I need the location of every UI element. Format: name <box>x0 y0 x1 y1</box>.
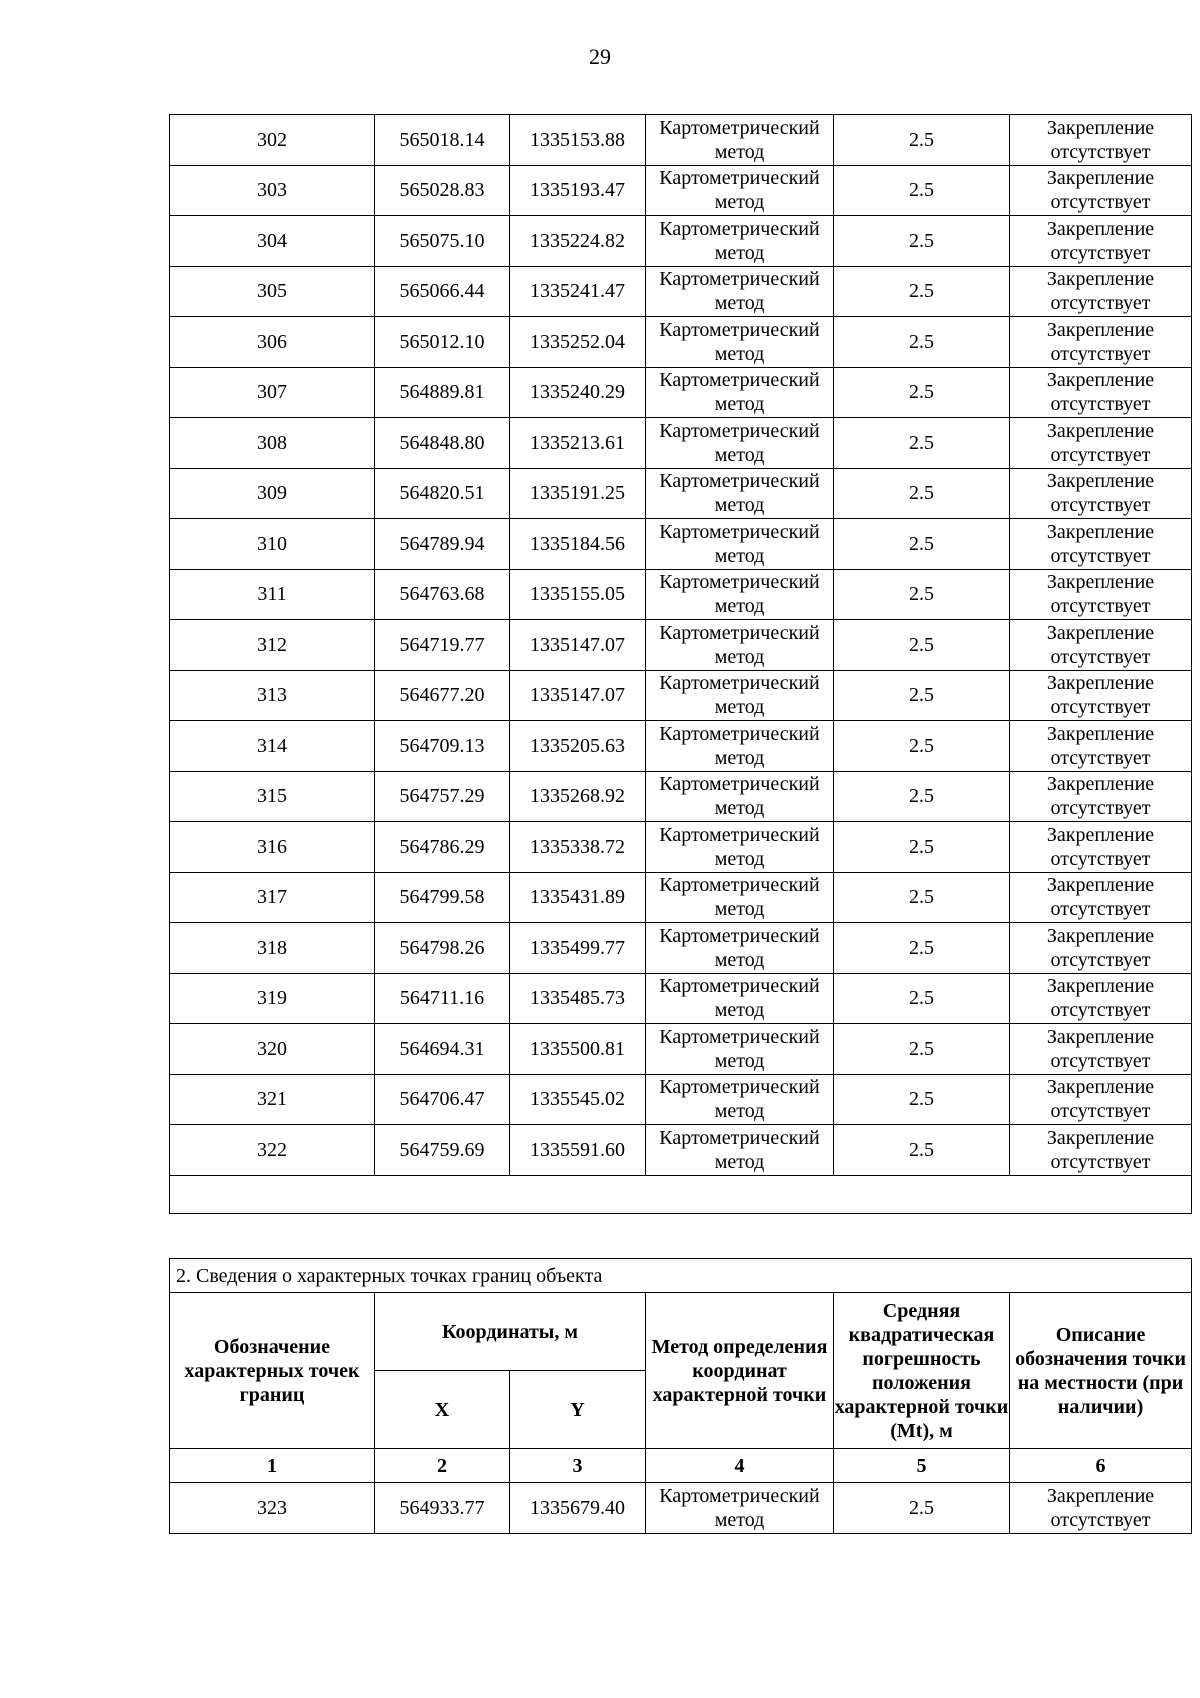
x-coordinate-cell: 564709.13 <box>375 721 510 772</box>
description-cell: Закрепление отсутствует <box>1010 1125 1192 1176</box>
table-row <box>170 721 1192 772</box>
header-description: Описание обозначения точки на местности (при наличии) <box>1010 1293 1192 1449</box>
x-coordinate-cell: 564786.29 <box>375 822 510 873</box>
description-cell: Закрепление отсутствует <box>1010 468 1192 519</box>
header-coordinates: Координаты, м <box>375 1293 646 1371</box>
x-coordinate-cell: 564933.77 <box>375 1483 510 1534</box>
boundary-points-table <box>169 1258 1192 1534</box>
accuracy-cell: 2.5 <box>834 216 1010 267</box>
table-row <box>170 569 1192 620</box>
header-x: X <box>375 1371 510 1449</box>
point-id-cell: 311 <box>170 569 375 620</box>
accuracy-cell: 2.5 <box>834 165 1010 216</box>
table-row <box>170 1125 1192 1176</box>
point-id-cell: 320 <box>170 1024 375 1075</box>
method-cell: Картометрический метод <box>646 367 834 418</box>
point-id-cell: 316 <box>170 822 375 873</box>
point-id-cell: 322 <box>170 1125 375 1176</box>
method-cell: Картометрический метод <box>646 620 834 671</box>
y-coordinate-cell: 1335499.77 <box>510 923 646 974</box>
table-row <box>170 165 1192 216</box>
table-row <box>170 1074 1192 1125</box>
point-id-cell: 309 <box>170 468 375 519</box>
accuracy-cell: 2.5 <box>834 317 1010 368</box>
y-coordinate-cell: 1335338.72 <box>510 822 646 873</box>
accuracy-cell: 2.5 <box>834 1483 1010 1534</box>
method-cell: Картометрический метод <box>646 923 834 974</box>
method-cell: Картометрический метод <box>646 721 834 772</box>
description-cell: Закрепление отсутствует <box>1010 822 1192 873</box>
description-cell: Закрепление отсутствует <box>1010 771 1192 822</box>
point-id-cell: 313 <box>170 670 375 721</box>
y-coordinate-cell: 1335193.47 <box>510 165 646 216</box>
header-point-designation: Обозначение характерных точек границ <box>170 1293 375 1449</box>
table-row <box>170 771 1192 822</box>
description-cell: Закрепление отсутствует <box>1010 670 1192 721</box>
method-cell: Картометрический метод <box>646 519 834 570</box>
description-cell: Закрепление отсутствует <box>1010 1483 1192 1534</box>
point-id-cell: 308 <box>170 418 375 469</box>
method-cell: Картометрический метод <box>646 670 834 721</box>
point-id-cell: 305 <box>170 266 375 317</box>
y-coordinate-cell: 1335205.63 <box>510 721 646 772</box>
accuracy-cell: 2.5 <box>834 1024 1010 1075</box>
y-coordinate-cell: 1335224.82 <box>510 216 646 267</box>
accuracy-cell: 2.5 <box>834 620 1010 671</box>
accuracy-cell: 2.5 <box>834 670 1010 721</box>
table-row <box>170 468 1192 519</box>
x-coordinate-cell: 564820.51 <box>375 468 510 519</box>
description-cell: Закрепление отсутствует <box>1010 418 1192 469</box>
method-cell: Картометрический метод <box>646 418 834 469</box>
accuracy-cell: 2.5 <box>834 771 1010 822</box>
x-coordinate-cell: 564719.77 <box>375 620 510 671</box>
y-coordinate-cell: 1335153.88 <box>510 115 646 166</box>
description-cell: Закрепление отсутствует <box>1010 1024 1192 1075</box>
y-coordinate-cell: 1335500.81 <box>510 1024 646 1075</box>
description-cell: Закрепление отсутствует <box>1010 317 1192 368</box>
y-coordinate-cell: 1335268.92 <box>510 771 646 822</box>
y-coordinate-cell: 1335240.29 <box>510 367 646 418</box>
description-cell: Закрепление отсутствует <box>1010 367 1192 418</box>
accuracy-cell: 2.5 <box>834 569 1010 620</box>
column-number: 4 <box>646 1449 834 1483</box>
x-coordinate-cell: 564677.20 <box>375 670 510 721</box>
x-coordinate-cell: 564711.16 <box>375 973 510 1024</box>
y-coordinate-cell: 1335252.04 <box>510 317 646 368</box>
y-coordinate-cell: 1335545.02 <box>510 1074 646 1125</box>
y-coordinate-cell: 1335147.07 <box>510 670 646 721</box>
method-cell: Картометрический метод <box>646 115 834 166</box>
y-coordinate-cell: 1335147.07 <box>510 620 646 671</box>
accuracy-cell: 2.5 <box>834 266 1010 317</box>
x-coordinate-cell: 565075.10 <box>375 216 510 267</box>
x-coordinate-cell: 565066.44 <box>375 266 510 317</box>
table-row <box>170 367 1192 418</box>
description-cell: Закрепление отсутствует <box>1010 115 1192 166</box>
x-coordinate-cell: 564759.69 <box>375 1125 510 1176</box>
accuracy-cell: 2.5 <box>834 872 1010 923</box>
method-cell: Картометрический метод <box>646 1024 834 1075</box>
column-number: 1 <box>170 1449 375 1483</box>
method-cell: Картометрический метод <box>646 216 834 267</box>
header-method: Метод определения координат характерной точки <box>646 1293 834 1449</box>
point-id-cell: 323 <box>170 1483 375 1534</box>
x-coordinate-cell: 564706.47 <box>375 1074 510 1125</box>
header-y: Y <box>510 1371 646 1449</box>
empty-row <box>170 1175 1192 1213</box>
method-cell: Картометрический метод <box>646 1074 834 1125</box>
x-coordinate-cell: 564848.80 <box>375 418 510 469</box>
method-cell: Картометрический метод <box>646 266 834 317</box>
method-cell: Картометрический метод <box>646 771 834 822</box>
method-cell: Картометрический метод <box>646 822 834 873</box>
x-coordinate-cell: 564789.94 <box>375 519 510 570</box>
accuracy-cell: 2.5 <box>834 115 1010 166</box>
point-id-cell: 314 <box>170 721 375 772</box>
x-coordinate-cell: 564798.26 <box>375 923 510 974</box>
column-number: 5 <box>834 1449 1010 1483</box>
description-cell: Закрепление отсутствует <box>1010 569 1192 620</box>
point-id-cell: 321 <box>170 1074 375 1125</box>
point-id-cell: 318 <box>170 923 375 974</box>
table-row <box>170 418 1192 469</box>
point-id-cell: 310 <box>170 519 375 570</box>
method-cell: Картометрический метод <box>646 468 834 519</box>
table-row <box>170 519 1192 570</box>
y-coordinate-cell: 1335485.73 <box>510 973 646 1024</box>
empty-cell <box>170 1175 1192 1213</box>
x-coordinate-cell: 564694.31 <box>375 1024 510 1075</box>
column-number: 6 <box>1010 1449 1192 1483</box>
description-cell: Закрепление отсутствует <box>1010 923 1192 974</box>
table-row <box>170 1024 1192 1075</box>
accuracy-cell: 2.5 <box>834 923 1010 974</box>
y-coordinate-cell: 1335241.47 <box>510 266 646 317</box>
y-coordinate-cell: 1335431.89 <box>510 872 646 923</box>
point-id-cell: 317 <box>170 872 375 923</box>
description-cell: Закрепление отсутствует <box>1010 1074 1192 1125</box>
method-cell: Картометрический метод <box>646 317 834 368</box>
x-coordinate-cell: 564889.81 <box>375 367 510 418</box>
y-coordinate-cell: 1335184.56 <box>510 519 646 570</box>
x-coordinate-cell: 565018.14 <box>375 115 510 166</box>
method-cell: Картометрический метод <box>646 165 834 216</box>
table-row <box>170 872 1192 923</box>
table-row <box>170 266 1192 317</box>
accuracy-cell: 2.5 <box>834 721 1010 772</box>
method-cell: Картометрический метод <box>646 1483 834 1534</box>
method-cell: Картометрический метод <box>646 1125 834 1176</box>
point-id-cell: 312 <box>170 620 375 671</box>
point-id-cell: 302 <box>170 115 375 166</box>
description-cell: Закрепление отсутствует <box>1010 216 1192 267</box>
description-cell: Закрепление отсутствует <box>1010 721 1192 772</box>
x-coordinate-cell: 565012.10 <box>375 317 510 368</box>
table-row <box>170 620 1192 671</box>
table-row <box>170 115 1192 166</box>
description-cell: Закрепление отсутствует <box>1010 519 1192 570</box>
x-coordinate-cell: 565028.83 <box>375 165 510 216</box>
y-coordinate-cell: 1335213.61 <box>510 418 646 469</box>
description-cell: Закрепление отсутствует <box>1010 973 1192 1024</box>
header-accuracy: Средняя квадратическая погрешность положения характерной точки (Mt), м <box>834 1293 1010 1449</box>
table-row <box>170 670 1192 721</box>
table-row <box>170 1483 1192 1534</box>
table-row <box>170 973 1192 1024</box>
method-cell: Картометрический метод <box>646 973 834 1024</box>
x-coordinate-cell: 564763.68 <box>375 569 510 620</box>
y-coordinate-cell: 1335591.60 <box>510 1125 646 1176</box>
point-id-cell: 303 <box>170 165 375 216</box>
table-row <box>170 216 1192 267</box>
page-number: 29 <box>589 44 611 69</box>
point-id-cell: 319 <box>170 973 375 1024</box>
x-coordinate-cell: 564757.29 <box>375 771 510 822</box>
accuracy-cell: 2.5 <box>834 367 1010 418</box>
description-cell: Закрепление отсутствует <box>1010 165 1192 216</box>
accuracy-cell: 2.5 <box>834 519 1010 570</box>
accuracy-cell: 2.5 <box>834 418 1010 469</box>
accuracy-cell: 2.5 <box>834 468 1010 519</box>
point-id-cell: 304 <box>170 216 375 267</box>
x-coordinate-cell: 564799.58 <box>375 872 510 923</box>
description-cell: Закрепление отсутствует <box>1010 872 1192 923</box>
column-number-row <box>170 1449 1192 1483</box>
point-id-cell: 315 <box>170 771 375 822</box>
column-number: 3 <box>510 1449 646 1483</box>
method-cell: Картометрический метод <box>646 569 834 620</box>
accuracy-cell: 2.5 <box>834 1125 1010 1176</box>
point-id-cell: 306 <box>170 317 375 368</box>
accuracy-cell: 2.5 <box>834 1074 1010 1125</box>
description-cell: Закрепление отсутствует <box>1010 266 1192 317</box>
table-row <box>170 923 1192 974</box>
y-coordinate-cell: 1335679.40 <box>510 1483 646 1534</box>
table-row <box>170 317 1192 368</box>
method-cell: Картометрический метод <box>646 872 834 923</box>
table-caption: 2. Сведения о характерных точках границ объекта <box>170 1259 1192 1293</box>
y-coordinate-cell: 1335155.05 <box>510 569 646 620</box>
accuracy-cell: 2.5 <box>834 822 1010 873</box>
point-id-cell: 307 <box>170 367 375 418</box>
accuracy-cell: 2.5 <box>834 973 1010 1024</box>
y-coordinate-cell: 1335191.25 <box>510 468 646 519</box>
description-cell: Закрепление отсутствует <box>1010 620 1192 671</box>
column-number: 2 <box>375 1449 510 1483</box>
table-row <box>170 822 1192 873</box>
boundary-points-table-continued <box>169 114 1192 1214</box>
